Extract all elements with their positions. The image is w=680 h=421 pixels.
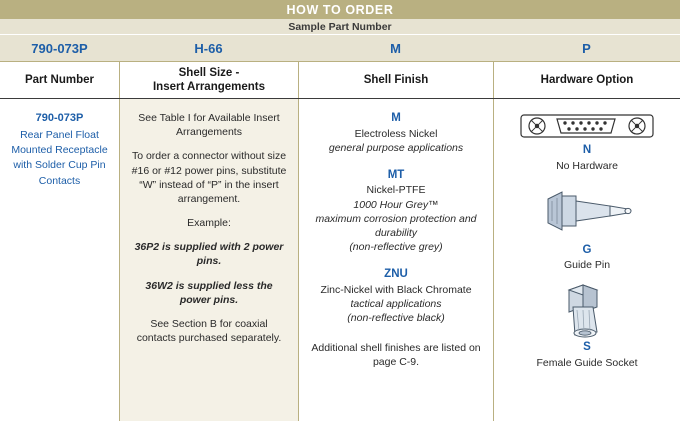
shell-finish-note: general purpose applications (328, 141, 464, 154)
shell-finish-item (309, 267, 483, 325)
shell-finish-footnote: Additional shell finishes are listed on page C-9. (311, 342, 481, 369)
hardware-option-item (504, 183, 670, 273)
hardware-option-cell (494, 99, 680, 421)
column-header-shell-size-line2: Insert Arrangements (152, 81, 266, 93)
column-header-shell-finish-label: Shell Finish (363, 73, 429, 86)
hardware-option-code: G (582, 243, 592, 256)
hardware-option-item (504, 111, 670, 173)
female-guide-socket-icon (504, 282, 670, 338)
shell-finish-code: ZNU (384, 268, 408, 281)
sample-part-number-label: Sample Part Number (0, 19, 680, 35)
column-header-hardware-option-label: Hardware Option (540, 73, 634, 86)
shell-size-cell (120, 99, 298, 421)
shell-size-example-2: 36W2 is supplied less the power pins. (145, 279, 273, 306)
hardware-option-code: S (583, 341, 591, 354)
column-header-shell-size-line1: Shell Size - (178, 66, 240, 79)
content-row (0, 99, 680, 421)
hardware-option-label: No Hardware (556, 159, 618, 172)
shell-finish-note: maximum corrosion protection and durability (315, 212, 477, 239)
hardware-option-code: N (582, 144, 592, 156)
hardware-option-label: Guide Pin (563, 259, 611, 272)
shell-size-example-1: 36P2 is supplied with 2 power pins. (134, 241, 284, 268)
part-number-code: 790-073P (35, 112, 84, 124)
column-headers (0, 61, 680, 99)
sample-part-number-row (0, 35, 680, 61)
connector-no-hardware-icon (504, 111, 670, 141)
shell-finish-note: 1000 Hour Grey™ (353, 198, 439, 211)
sample-value-part-number: 790-073P (31, 40, 88, 56)
shell-finish-name: Electroless Nickel (354, 127, 438, 140)
shell-size-paragraph-2: To order a connector without size #16 or #12 power pins, substitute “W” instead of “P” in the insert arrangement. (131, 150, 287, 205)
part-number-description: Rear Panel Float Mounted Receptacle with Solder Cup Pin Contacts (11, 128, 108, 187)
shell-finish-cell (299, 99, 493, 421)
shell-size-example-label: Example: (187, 217, 231, 230)
shell-finish-name: Nickel-PTFE (366, 184, 426, 197)
shell-size-paragraph-1: See Table I for Available Insert Arrangements (138, 112, 280, 139)
column-header-part-number-label: Part Number (24, 73, 95, 86)
shell-finish-item (309, 111, 483, 155)
sample-value-shell-size: H-66 (194, 40, 223, 56)
column-header-shell-size (120, 62, 298, 98)
shell-size-paragraph-3: See Section B for coaxial contacts purchased separately. (136, 317, 282, 345)
guide-pin-icon (504, 183, 670, 241)
part-number-cell (0, 99, 119, 421)
shell-finish-code: MT (387, 168, 405, 181)
shell-finish-note: tactical applications (350, 297, 442, 310)
shell-finish-note: (non-reflective black) (347, 312, 445, 325)
hardware-option-label: Female Guide Socket (536, 356, 638, 369)
column-header-hardware-option (494, 62, 680, 98)
shell-finish-item (309, 168, 483, 254)
sample-value-shell-finish: M (390, 40, 401, 56)
column-header-part-number (0, 62, 119, 98)
sample-value-hardware-option: P (582, 40, 591, 56)
page-title: HOW TO ORDER (0, 0, 680, 19)
shell-finish-note: (non-reflective grey) (349, 241, 443, 254)
column-header-shell-finish (299, 62, 493, 98)
shell-finish-name: Zinc-Nickel with Black Chromate (320, 283, 472, 296)
hardware-option-item (504, 282, 670, 370)
shell-finish-code: M (391, 112, 401, 124)
